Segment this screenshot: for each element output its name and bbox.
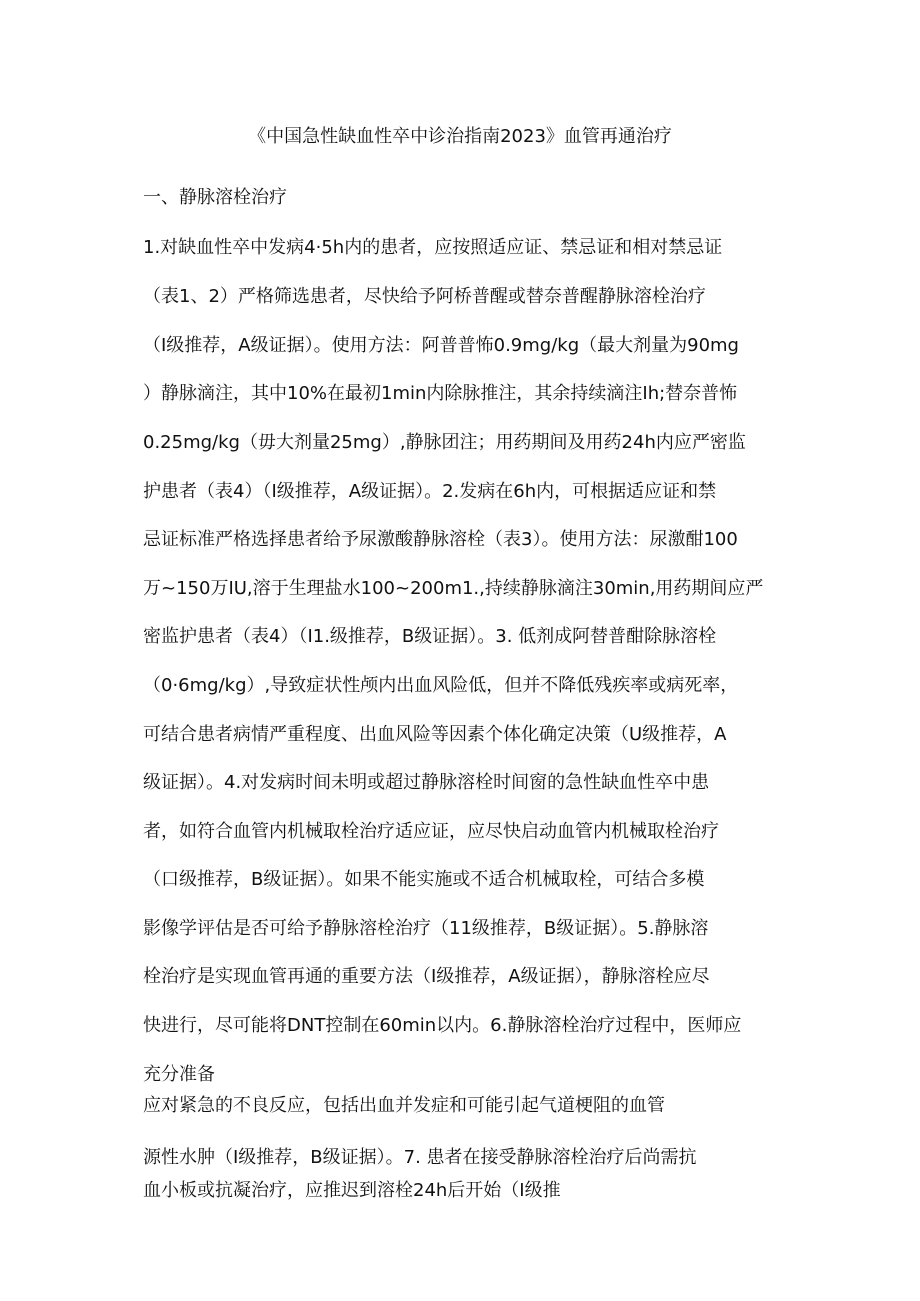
text-line: 0.25mg/kg（毋大剂量25mg）,静脉团注；用药期间及用药24h内应严密监 bbox=[143, 432, 746, 453]
text-line: （I级推荐，A级证据）。使用方法：阿普普怖0.9mg/kg（最大剂量为90mg bbox=[143, 335, 739, 356]
text-line: 级证据）。4.对发病时间未明或超过静脉溶栓时间窗的急性缺血性卒中患 bbox=[143, 772, 710, 793]
section-heading: 一、静脉溶栓治疗 bbox=[143, 187, 287, 208]
text-line: 快进行，尽可能将DNT控制在60min以内。6.静脉溶栓治疗过程中，医师应 bbox=[143, 1015, 742, 1036]
text-line: （表1、2）严格筛选患者，尽快给予阿桥普醒或替奈普醒静脉溶栓治疗 bbox=[143, 286, 706, 307]
text-line: ）静脉滴注，其中10%在最初1min内除脉推注，其余持续滴注Ih;替奈普怖 bbox=[143, 383, 738, 404]
text-line: 者，如符合血管内机械取栓治疗适应证，应尽快启动血管内机械取栓治疗 bbox=[143, 821, 719, 842]
text-line: 1.对缺血性卒中发病4·5h内的患者，应按照适应证、禁忌证和相对禁忌证 bbox=[143, 237, 723, 258]
text-line: （0·6mg/kg）,导致症状性颅内出血风险低，但并不降低残疾率或病死率， bbox=[143, 675, 739, 696]
text-line: 忌证标准严格选择患者给予尿激酸静脉溶栓（表3）。使用方法：尿激酣100 bbox=[143, 529, 738, 550]
text-line: 应对紧急的不良反应，包括出血并发症和可能引起气道梗阻的血管 bbox=[143, 1095, 665, 1116]
text-line: 栓治疗是实现血管再通的重要方法（I级推荐，A级证据），静脉溶栓应尽 bbox=[143, 966, 710, 987]
text-line: 血小板或抗凝治疗，应推迟到溶栓24h后开始（I级推 bbox=[143, 1180, 561, 1201]
document-title: 《中国急性缺血性卒中诊治指南2023》血管再通治疗 bbox=[248, 126, 672, 147]
text-line: 万~150万IU,溶于生理盐水100~200m1.,持续静脉滴注30min,用药期间应严 bbox=[143, 578, 764, 599]
text-line: 可结合患者病情严重程度、出血风险等因素个体化确定决策（U级推荐，A bbox=[143, 724, 727, 745]
text-line: （口级推荐，B级证据）。如果不能实施或不适合机械取栓，可结合多模 bbox=[143, 869, 705, 890]
text-line: 密监护患者（表4）（I1.级推荐，B级证据）。3. 低剂成阿替普酣除脉溶栓 bbox=[143, 626, 717, 647]
text-line: 充分准备 bbox=[143, 1064, 215, 1085]
text-line: 护患者（表4）（I级推荐，A级证据）。2.发病在6h内，可根据适应证和禁 bbox=[143, 481, 717, 502]
text-line: 影像学评估是否可给予静脉溶栓治疗（11级推荐，B级证据）。5.静脉溶 bbox=[143, 918, 709, 939]
text-line: 源性水肿（I级推荐，B级证据）。7. 患者在接受静脉溶栓治疗后尚需抗 bbox=[143, 1147, 697, 1168]
